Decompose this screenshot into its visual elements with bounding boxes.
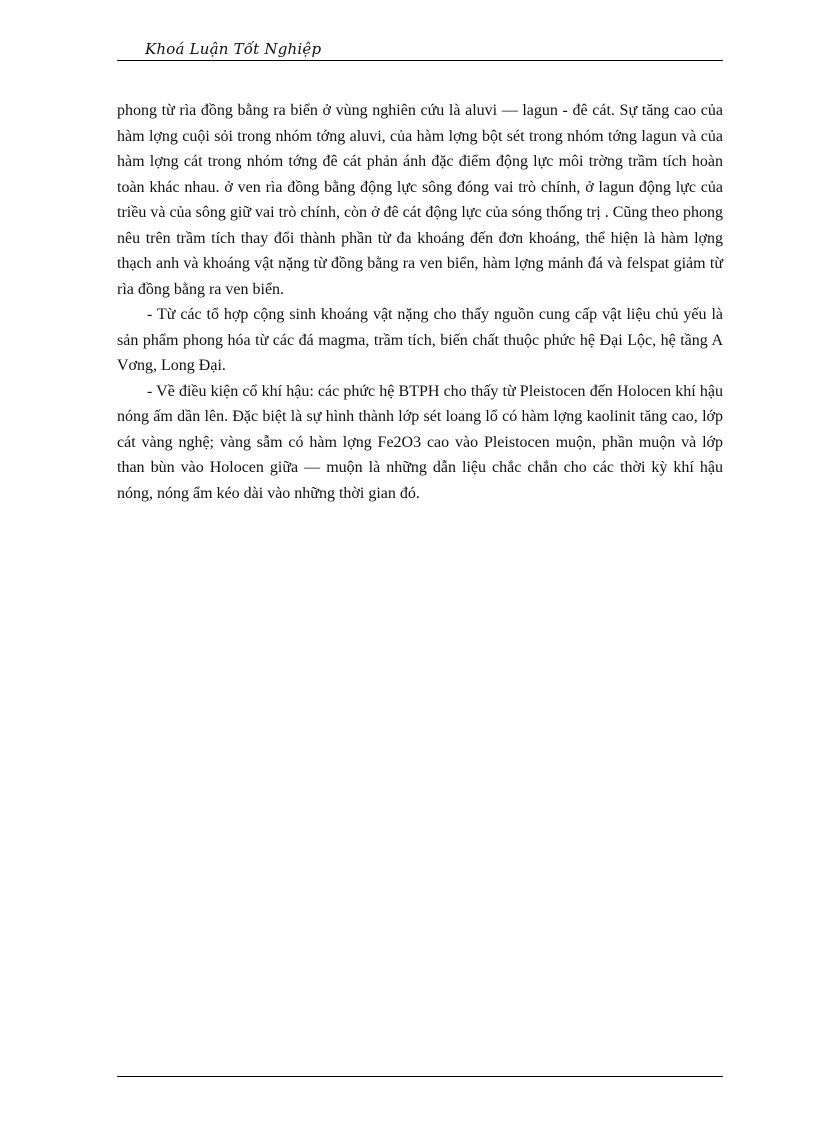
body-paragraph: phong từ rìa đồng bằng ra biển ở vùng nghiên cứu là aluvi — lagun - đê cát. Sự tăng cao của hàm lợng cuội sỏi trong nhóm tớng aluvi, của hàm lợng bột sét trong nhóm tớng lagun và của hàm lợng cát trong nhóm tớng đê cát phản ánh đặc điểm động lực môi trờng trầm tích hoàn toàn khác nhau. ở ven rìa đồng bằng động lực sông đóng vai trò chính, ở lagun động lực của triều và của sông giữ vai trò chính, còn ở đê cát động lực của sóng thống trị . Cũng theo phong nêu trên trầm tích thay đổi thành phần từ đa khoáng đến đơn khoáng, thể hiện là hàm lợng thạch anh và khoáng vật nặng từ đồng bằng ra ven biển, hàm lợng mảnh đá và felspat giảm từ rìa đồng bằng ra ven biển. xyxy=(117,102,723,298)
header-title: Khoá Luận Tốt Nghiệp xyxy=(145,40,322,58)
body-paragraph: - Về điều kiện cổ khí hậu: các phức hệ BTPH cho thấy từ Pleistocen đến Holocen khí hậu nóng ấm dần lên. Đặc biệt là sự hình thành lớp sét loang lổ có hàm lợng kaolinit tăng cao, lớp cát vàng nghệ; vàng sẫm có hàm lợng Fe2O3 cao vào Pleistocen muộn, phần muộn và lớp than bùn vào Holocen giữa — muộn là những dẫn liệu chắc chắn cho các thời kỳ khí hậu nóng, nóng ẩm kéo dài vào những thời gian đó. xyxy=(117,382,723,502)
page-header xyxy=(117,38,723,61)
body-paragraph: - Từ các tổ hợp cộng sinh khoáng vật nặng cho thấy nguồn cung cấp vật liệu chủ yếu là sản phẩm phong hóa từ các đá magma, trầm tích, biến chất thuộc phức hệ Đại Lộc, hệ tầng A Vơng, Long Đại. xyxy=(117,306,723,374)
document-body xyxy=(117,98,723,506)
footer-divider xyxy=(117,1076,723,1077)
